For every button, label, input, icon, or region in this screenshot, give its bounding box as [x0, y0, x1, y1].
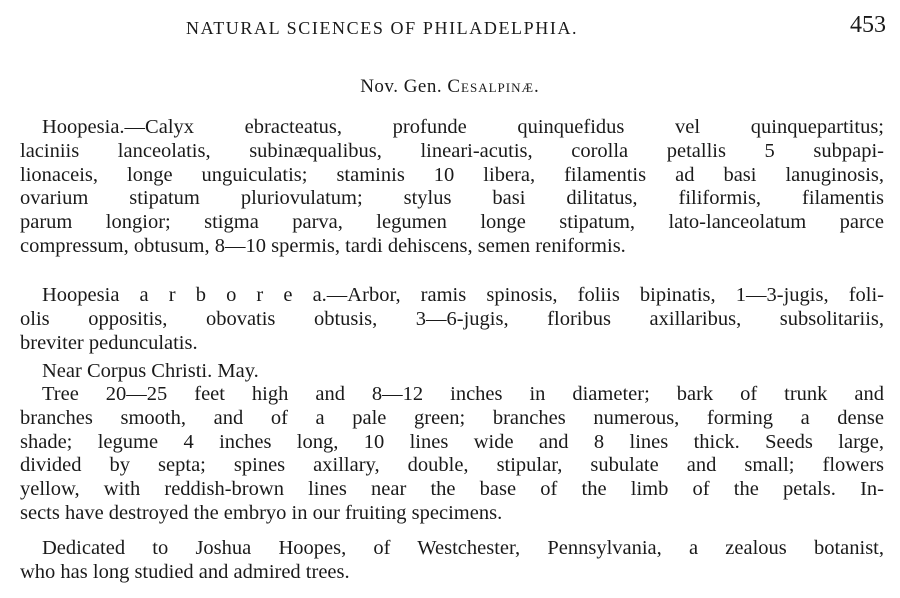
paragraph-line: ovarium stipatum pluriovulatum; stylus basi dilitatus, filiformis, filamentis — [20, 187, 884, 210]
tree-description-paragraph — [20, 383, 884, 526]
paragraph-line: olis oppositis, obovatis obtusis, 3—6-jugis, floribus axillaribus, subsolitariis, — [20, 307, 884, 330]
paragraph-line: Hoopesia.—Calyx ebracteatus, profunde quinquefidus vel quinquepartitus; — [42, 116, 884, 138]
paragraph-line: laciniis lanceolatis, subinæqualibus, lineari-acutis, corolla petallis 5 subpapi- — [20, 139, 884, 162]
dedication-paragraph — [20, 537, 884, 585]
locality-line: Near Corpus Christi. May. — [42, 360, 259, 382]
section-heading — [0, 76, 900, 98]
paragraph-line: lionaceis, longe unguiculatis; staminis 10 libera, filamentis ad basi lanuginosis, — [20, 163, 884, 186]
paragraph-line: Tree 20—25 feet high and 8—12 inches in diameter; bark of trunk and — [42, 383, 884, 405]
paragraph-line: Dedicated to Joshua Hoopes, of Westchester, Pennsylvania, a zealous botanist, — [42, 537, 884, 559]
genus-description-paragraph — [20, 116, 884, 259]
locality-paragraph — [20, 360, 884, 384]
paragraph-line: divided by septa; spines axillary, double, stipular, subulate and small; flowers — [20, 454, 884, 477]
paragraph-line: shade; legume 4 inches long, 10 lines wide and 8 lines thick. Seeds large, — [20, 430, 884, 453]
paragraph-line: branches smooth, and of a pale green; branches numerous, forming a dense — [20, 406, 884, 429]
running-head-title: NATURAL SCIENCES OF PHILADELPHIA. — [186, 18, 579, 38]
species-description-paragraph — [20, 284, 884, 355]
paragraph-line: who has long studied and admired trees. — [20, 560, 350, 583]
page-number: 453 — [850, 12, 886, 38]
paragraph-line: breviter pedunculatis. — [20, 331, 198, 354]
paragraph-line: sects have destroyed the embryo in our fruiting specimens. — [20, 501, 503, 524]
section-heading-name: Cesalpinæ. — [447, 76, 540, 97]
paragraph-line: parum longior; stigma parva, legumen longe stipatum, lato-lanceolatum parce — [20, 211, 884, 234]
section-heading-prefix: Nov. Gen. — [360, 76, 443, 97]
paragraph-line: yellow, with reddish-brown lines near the base of the limb of the petals. In- — [20, 478, 884, 501]
paragraph-line: compressum, obtusum, 8—10 spermis, tardi dehiscens, semen reniformis. — [20, 234, 626, 257]
paragraph-line: Hoopesia a r b o r e a.—Arbor, ramis spinosis, foliis bipinatis, 1—3-jugis, foli- — [42, 284, 884, 306]
